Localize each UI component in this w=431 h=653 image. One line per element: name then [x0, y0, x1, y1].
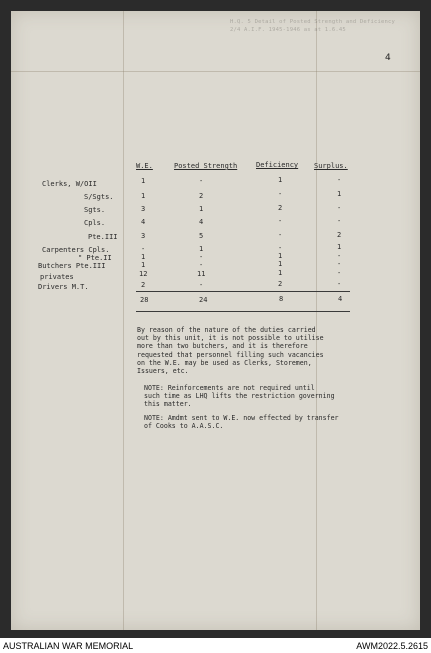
- cell-we: 1: [141, 261, 146, 269]
- cell-deficiency: -: [278, 217, 283, 225]
- totals-rule: [136, 291, 350, 292]
- cell-we: 4: [141, 218, 146, 226]
- cell-posted: 5: [199, 232, 204, 240]
- cell-surplus: 1: [337, 243, 342, 251]
- header-posted-strength: Posted Strength: [174, 162, 238, 170]
- cell-we: 3: [141, 205, 146, 213]
- cell-deficiency: 1: [278, 269, 283, 277]
- cell-deficiency: 1: [278, 260, 283, 268]
- header-deficiency: Deficiency: [256, 161, 299, 169]
- total-deficiency: 8: [279, 295, 284, 303]
- bleed-through-text: [230, 18, 400, 34]
- cell-surplus: -: [337, 280, 342, 288]
- cell-deficiency: -: [278, 190, 283, 198]
- cell-deficiency: 2: [278, 280, 283, 288]
- cell-deficiency: 2: [278, 204, 283, 212]
- cell-surplus: 2: [337, 231, 342, 239]
- cell-posted: -: [199, 261, 204, 269]
- bleed-line: 2/4 A.I.F. 1945-1946 as at 1.6.45: [230, 27, 346, 33]
- corner-mark: 4: [385, 53, 391, 63]
- cell-surplus: -: [337, 252, 342, 260]
- cell-deficiency: 1: [278, 176, 283, 184]
- cell-surplus: 1: [337, 190, 342, 198]
- row-label: Pte.III: [88, 233, 118, 241]
- fold-line: [123, 11, 124, 630]
- document-page: [11, 11, 420, 630]
- cell-we: 12: [139, 270, 148, 278]
- cell-surplus: -: [337, 176, 342, 184]
- footer-catalogue-number: AWM2022.5.2615: [356, 641, 428, 651]
- footer-institution: AUSTRALIAN WAR MEMORIAL: [3, 641, 134, 651]
- row-label: Clerks, W/OII: [42, 180, 97, 188]
- cell-posted: -: [199, 253, 204, 261]
- total-we: 28: [140, 296, 149, 304]
- cell-deficiency: -: [278, 231, 283, 239]
- fold-line: [316, 11, 317, 630]
- cell-posted: -: [199, 177, 204, 185]
- cell-surplus: -: [337, 204, 342, 212]
- cell-we: 3: [141, 232, 146, 240]
- cell-posted: 1: [199, 205, 204, 213]
- cell-we: 2: [141, 281, 146, 289]
- bleed-line: H.Q. 5 Detail of Posted Strength and Deficiency: [230, 19, 396, 25]
- total-posted: 24: [199, 296, 208, 304]
- cell-posted: 4: [199, 218, 204, 226]
- fold-line: [11, 71, 420, 72]
- cell-posted: 1: [199, 245, 204, 253]
- paragraph-note-reinforcements: NOTE: Reinforcements are not required until such time as LHQ lifts the restriction governing this matter.: [144, 384, 335, 409]
- cell-we: 1: [141, 177, 146, 185]
- cell-surplus: -: [337, 260, 342, 268]
- cell-posted: 11: [197, 270, 206, 278]
- row-label: Sgts.: [84, 206, 106, 214]
- paragraph-request: By reason of the nature of the duties carried out by this unit, it is not possible to utilise more than two butchers, and it is therefore requested that personnel filling such vacancies on the W.E. may be used as Clerks, Storemen, Issuers, etc.: [137, 326, 324, 376]
- header-we: W.E.: [136, 162, 153, 170]
- cell-surplus: -: [337, 217, 342, 225]
- closing-rule: [136, 311, 350, 312]
- cell-deficiency: 1: [278, 252, 283, 260]
- row-label: Cpls.: [84, 219, 106, 227]
- row-label: S/Sgts.: [84, 193, 114, 201]
- cell-we: -: [141, 245, 146, 253]
- row-label: Drivers M.T.: [38, 283, 89, 291]
- header-surplus: Surplus.: [314, 162, 348, 170]
- cell-we: 1: [141, 253, 146, 261]
- cell-deficiency: -: [278, 244, 283, 252]
- row-label: privates: [40, 273, 74, 281]
- paragraph-note-amendment: NOTE: Amdmt sent to W.E. now effected by transfer of Cooks to A.A.S.C.: [144, 414, 339, 431]
- row-label: Carpenters Cpls.: [42, 246, 110, 254]
- row-label: " Pte.II: [78, 254, 112, 262]
- total-surplus: 4: [338, 295, 343, 303]
- cell-posted: -: [199, 281, 204, 289]
- row-label: Butchers Pte.III: [38, 262, 106, 270]
- cell-surplus: -: [337, 269, 342, 277]
- cell-posted: 2: [199, 192, 204, 200]
- cell-we: 1: [141, 192, 146, 200]
